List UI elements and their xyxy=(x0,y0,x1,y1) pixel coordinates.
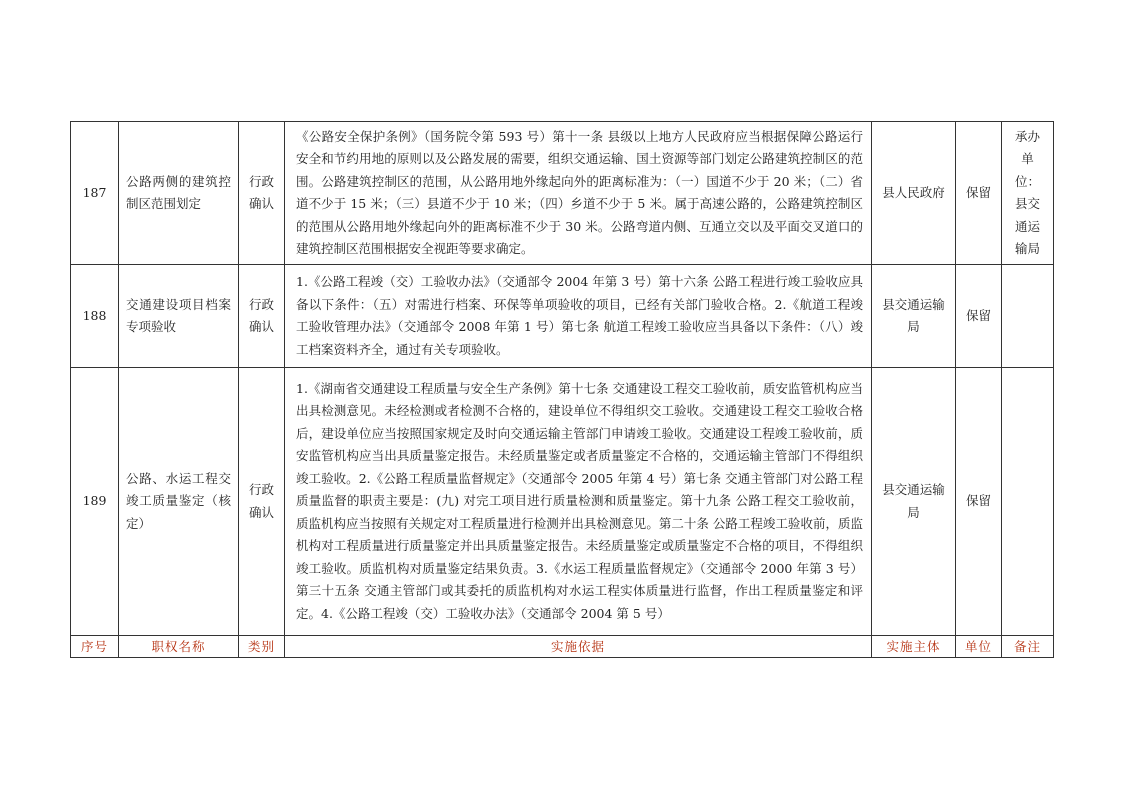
remarks xyxy=(1002,368,1054,636)
power-category: 行政 确认 xyxy=(239,265,285,368)
header-organ: 实施主体 xyxy=(872,636,956,658)
row-number: 188 xyxy=(71,265,119,368)
remarks xyxy=(1002,265,1054,368)
header-name: 职权名称 xyxy=(119,636,239,658)
power-list-table xyxy=(70,121,1054,658)
table-row xyxy=(71,265,1054,368)
power-name: 交通建设项目档案专项验收 xyxy=(119,265,239,368)
remarks: 承办 单位： 县交 通运 输局 xyxy=(1002,122,1054,265)
unit-status: 保留 xyxy=(956,368,1002,636)
unit-status: 保留 xyxy=(956,122,1002,265)
header-basis: 实施依据 xyxy=(285,636,872,658)
header-unit: 单位 xyxy=(956,636,1002,658)
table-row xyxy=(71,368,1054,636)
table-row xyxy=(71,122,1054,265)
implementing-body: 县交通运输 局 xyxy=(872,265,956,368)
row-number: 187 xyxy=(71,122,119,265)
table-header-row xyxy=(71,636,1054,658)
power-category: 行政 确认 xyxy=(239,122,285,265)
unit-status: 保留 xyxy=(956,265,1002,368)
power-category: 行政 确认 xyxy=(239,368,285,636)
header-note: 备注 xyxy=(1002,636,1054,658)
implementing-body: 县人民政府 xyxy=(872,122,956,265)
implementation-basis: 1.《湖南省交通建设工程质量与安全生产条例》第十七条 交通建设工程交工验收前，质安监管机构应当出具检测意见。未经检测或者检测不合格的，建设单位不得组织交工验收。交通建设工程交工验收合格后，建设单位应当按照国家规定及时向交通运输主管部门申请竣工验收。交通建设工程竣工验收前，质安监管机构应当出具质量鉴定报告。未经质量鉴定或者质量鉴定不合格的，交通运输主管部门不得组织竣工验收。2.《公路工程质量监督规定》（交通部令 2005 年第 4 号）第七条 交通主管部门对公路工程质量监督的职责主要是：(九) 对完工项目进行质量检测和质量鉴定。第十九条 公路工程交工验收前，质监机构应当按照有关规定对工程质量进行检测并出具检测意见。第二十条 公路工程竣工验收前，质监机构对工程质量进行质量鉴定并出具质量鉴定报告。未经质量鉴定或质量鉴定不合格的项目，不得组织竣工验收。质监机构对质量鉴定结果负责。3.《水运工程质量监督规定》（交通部令 2000 年第 3 号）第三十五条 交通主管部门或其委托的质监机构对水运工程实体质量进行监督，作出工程质量鉴定和评定。4.《公路工程竣（交）工验收办法》（交通部令 2004 第 5 号） xyxy=(285,368,872,636)
implementation-basis: 《公路安全保护条例》（国务院令第 593 号）第十一条 县级以上地方人民政府应当根据保障公路运行安全和节约用地的原则以及公路发展的需要，组织交通运输、国土资源等部门划定公路建筑控制区的范围。公路建筑控制区的范围，从公路用地外缘起向外的距离标准为：（一）国道不少于 20 米；（二）省道不少于 15 米；（三）县道不少于 10 米；（四）乡道不少于 5 米。属于高速公路的，公路建筑控制区的范围从公路用地外缘起向外的距离标准不少于 30 米。公路弯道内侧、互通立交以及平面交叉道口的建筑控制区范围根据安全视距等要求确定。 xyxy=(285,122,872,265)
row-number: 189 xyxy=(71,368,119,636)
power-name: 公路、水运工程交竣工质量鉴定（核定） xyxy=(119,368,239,636)
implementation-basis: 1.《公路工程竣（交）工验收办法》（交通部令 2004 年第 3 号）第十六条 公路工程进行竣工验收应具备以下条件：（五）对需进行档案、环保等单项验收的项目，已经有关部门验收合格。2.《航道工程竣工验收管理办法》（交通部令 2008 年第 1 号）第七条 航道工程竣工验收应当具备以下条件：（八）竣工档案资料齐全，通过有关专项验收。 xyxy=(285,265,872,368)
implementing-body: 县交通运输 局 xyxy=(872,368,956,636)
header-category: 类别 xyxy=(239,636,285,658)
power-name: 公路两侧的建筑控制区范围划定 xyxy=(119,122,239,265)
header-no: 序号 xyxy=(71,636,119,658)
